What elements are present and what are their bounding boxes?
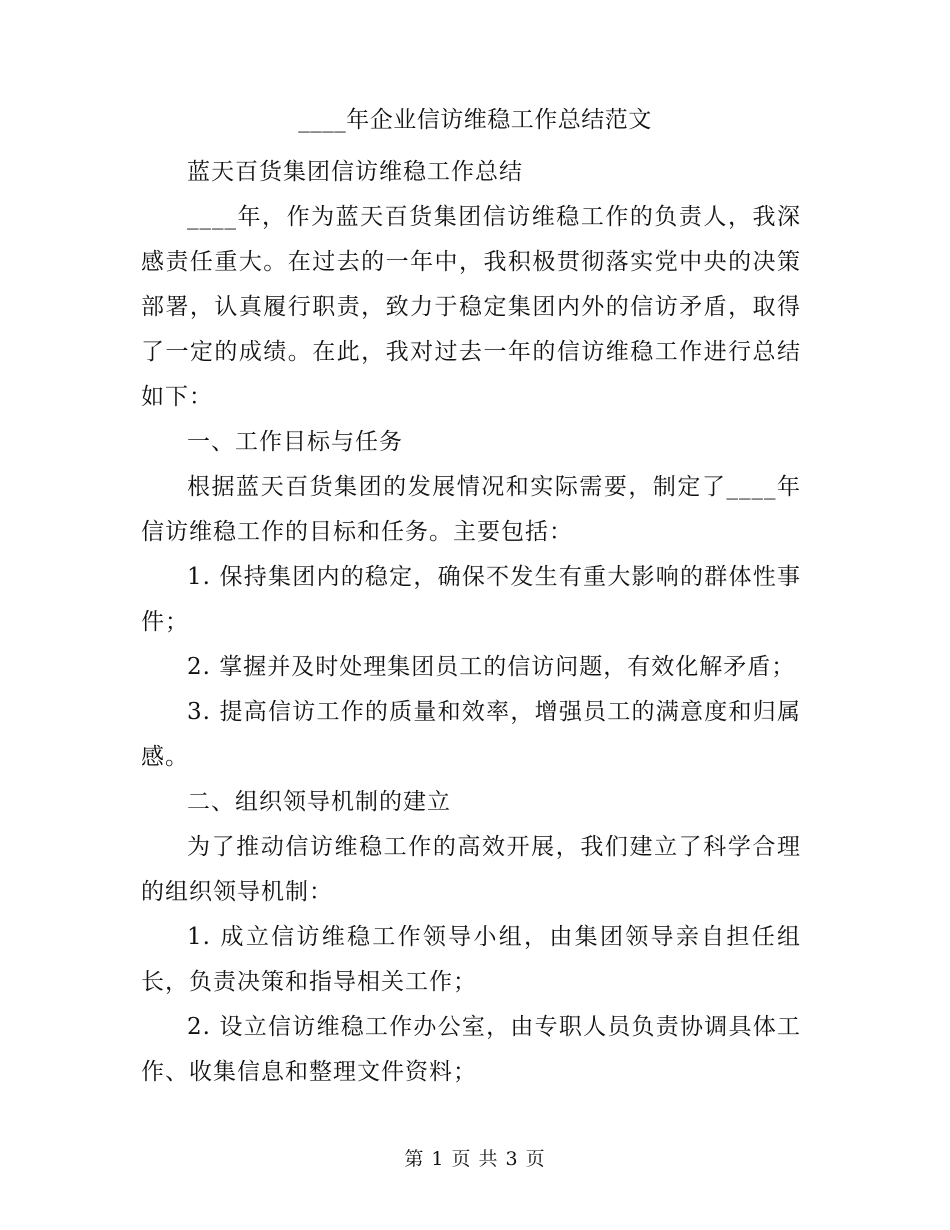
paragraph-intro: ____年，作为蓝天百货集团信访维稳工作的负责人，我深感责任重大。在过去的一年中，我积极贯彻落实党中央的决策部署，认真履行职责，致力于稳定集团内外的信访矛盾，取得了一定的成绩。在此，我对过去一年的信访维稳工作进行总结如下： <box>141 204 801 410</box>
document-title: ____年企业信访维稳工作总结范文 <box>298 107 652 133</box>
section-heading-1: 一、工作目标与任务 <box>187 429 403 455</box>
list-item-goal-3: 3. 提高信访工作的质量和效率，增强员工的满意度和归属感。 <box>141 699 801 770</box>
paragraph-goals: 根据蓝天百货集团的发展情况和实际需要，制定了____年信访维稳工作的目标和任务。主要包括： <box>141 474 801 545</box>
list-item-goal-1: 1. 保持集团内的稳定，确保不发生有重大影响的群体性事件； <box>141 564 801 635</box>
list-item-goal-2: 2. 掌握并及时处理集团员工的信访问题，有效化解矛盾； <box>187 654 796 680</box>
page-footer: 第 1 页 共 3 页 <box>404 1148 546 1170</box>
list-item-mechanism-1: 1. 成立信访维稳工作领导小组，由集团领导亲自担任组长，负责决策和指导相关工作； <box>141 924 801 995</box>
paragraph-subtitle: 蓝天百货集团信访维稳工作总结 <box>187 159 523 185</box>
document-body <box>141 150 801 1095</box>
list-item-mechanism-2: 2. 设立信访维稳工作办公室，由专职人员负责协调具体工作、收集信息和整理文件资料； <box>141 1014 801 1085</box>
section-heading-2: 二、组织领导机制的建立 <box>187 789 451 815</box>
paragraph-mechanism: 为了推动信访维稳工作的高效开展，我们建立了科学合理的组织领导机制： <box>141 834 801 905</box>
